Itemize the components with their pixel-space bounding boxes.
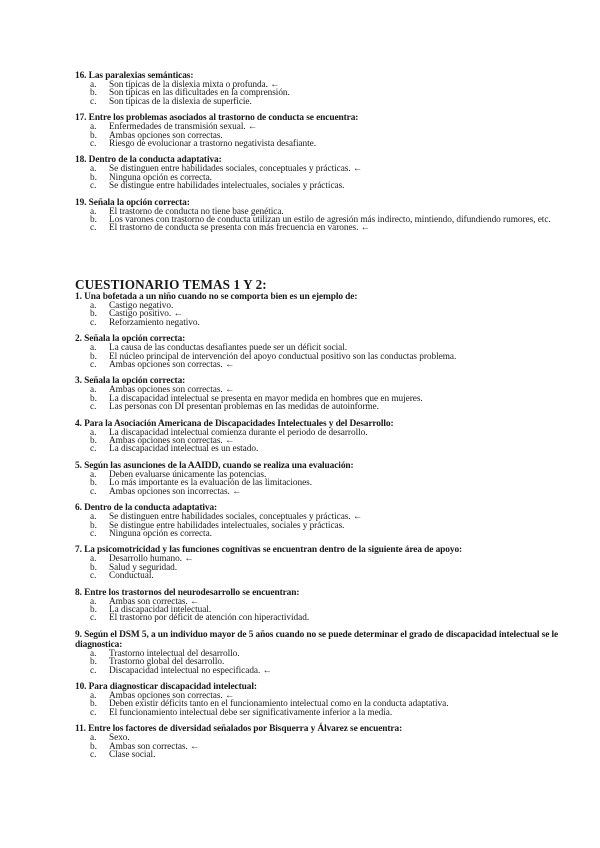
option-letter: c. (90, 402, 97, 413)
question-block (75, 461, 575, 496)
option-letter: b. (90, 309, 97, 320)
question-block (75, 630, 575, 675)
option-text: El trastorno de conducta no tiene base genética. (109, 206, 284, 217)
option-letter: a. (90, 469, 97, 480)
option-text: Conductual. (109, 571, 154, 582)
option-text: Ninguna opción es correcta. (109, 528, 212, 539)
question-title: 7. La psicomotricidad y las funciones cognitivas se encuentran dentro de la siguiente área de apoyo: (75, 545, 463, 556)
option-text: Castigo negativo. (109, 301, 174, 311)
option-letter: a. (90, 301, 97, 311)
question-block (75, 724, 575, 759)
section-heading: CUESTIONARIO TEMAS 1 Y 2: (75, 277, 267, 292)
answer-option (75, 572, 575, 580)
option-text: Ambas opciones son correctas. ← (109, 690, 235, 701)
option-text: Son típicas de la dislexia de superficie. (109, 96, 252, 107)
answer-option (75, 98, 575, 106)
option-text: Reforzamiento negativo. (109, 317, 200, 328)
option-text: Salud y seguridad. (109, 562, 178, 573)
option-letter: a. (90, 206, 97, 217)
option-text: Enfermedades de transmisión sexual. ← (109, 122, 258, 133)
option-text: La causa de las conductas desafiantes puede ser un déficit social. (109, 343, 348, 354)
option-letter: b. (90, 520, 97, 531)
option-letter: c. (90, 317, 97, 328)
question-title: 8. Entre los trastornos del neurodesarrollo se encuentran: (75, 587, 300, 598)
option-text: La discapacidad intelectual se presenta en mayor medida en hombres que en mujeres. (109, 393, 423, 404)
question-block (75, 419, 575, 454)
option-text: Clase social. (109, 750, 156, 760)
question-block (75, 588, 575, 623)
option-text: Ambas son correctas. ← (109, 596, 200, 607)
option-letter: b. (90, 657, 97, 668)
question-title: 10. Para diagnosticar discapacidad intelectual: (75, 681, 257, 692)
question-block (75, 113, 575, 148)
option-letter: c. (90, 360, 97, 371)
option-letter: b. (90, 436, 97, 447)
option-text: Riesgo de evolucionar a trastorno negativista desafiante. (109, 139, 317, 150)
answer-option (75, 709, 575, 717)
option-letter: c. (90, 528, 97, 539)
option-letter: c. (90, 665, 97, 676)
option-text: Sexo. (109, 733, 130, 744)
option-letter: b. (90, 478, 97, 489)
option-letter: c. (90, 223, 97, 234)
option-text: Trastorno global del desarrollo. (109, 657, 225, 668)
question-title: 5. Según las asunciones de la AAIDD, cuando se realiza una evaluación: (75, 460, 354, 471)
question-block (75, 503, 575, 538)
answer-option (75, 403, 575, 411)
question-title: 4. Para la Asociación Americana de Discapacidades Intelectuales y del Desarrollo: (75, 418, 394, 429)
option-letter: b. (90, 699, 97, 710)
option-letter: a. (90, 554, 97, 565)
option-letter: b. (90, 741, 97, 752)
option-letter: a. (90, 596, 97, 607)
question-block (75, 334, 575, 369)
option-letter: c. (90, 571, 97, 582)
option-text: Castigo positivo. ← (109, 309, 183, 320)
option-letter: a. (90, 80, 97, 90)
question-block (75, 376, 575, 411)
option-text: Se distinguen entre habilidades sociales, conceptuales y prácticas. ← (109, 164, 363, 175)
option-text: El trastorno por déficit de atención con hiperactividad. (109, 613, 310, 624)
option-text: Lo más importante es la evaluación de las limitaciones. (109, 478, 313, 489)
option-letter: c. (90, 486, 97, 497)
question-block (75, 198, 575, 233)
option-letter: c. (90, 181, 97, 192)
answer-option (75, 224, 575, 232)
option-letter: c. (90, 707, 97, 718)
option-letter: a. (90, 690, 97, 701)
option-letter: b. (90, 351, 97, 362)
option-text: Las personas con DI presentan problemas en las medidas de autoinforme. (109, 402, 379, 413)
question-title: 17. Entre los problemas asociados al trastorno de conducta se encuentra: (75, 113, 359, 124)
option-letter: b. (90, 393, 97, 404)
option-letter: a. (90, 343, 97, 354)
answer-option (75, 361, 575, 369)
answer-option (75, 445, 575, 453)
option-letter: b. (90, 604, 97, 615)
option-text: Discapacidad intelectual no especificada. ← (109, 665, 272, 676)
option-text: Ambas opciones son correctas. ← (109, 385, 235, 396)
option-text: Ambas opciones son correctas. (109, 130, 223, 141)
option-letter: c. (90, 444, 97, 455)
question-block (75, 292, 575, 327)
option-text: El funcionamiento intelectual debe ser significativamente inferior a la media. (109, 707, 393, 718)
option-letter: c. (90, 139, 97, 150)
option-text: Ambas opciones son correctas. ← (109, 436, 235, 447)
option-text: Ambas son correctas. ← (109, 741, 200, 752)
answer-option (75, 182, 575, 190)
option-letter: a. (90, 648, 97, 659)
question-block (75, 71, 575, 106)
option-letter: b. (90, 172, 97, 183)
option-text: Ambas opciones son incorrectas. ← (109, 486, 242, 497)
option-text: Son típicas en las dificultades en la comprensión. (109, 88, 290, 99)
option-letter: b. (90, 130, 97, 141)
option-text: Deben existir déficits tanto en el funcionamiento intelectual como en la conducta adaptativa. (109, 699, 449, 710)
option-letter: a. (90, 512, 97, 523)
option-text: Ambas opciones son correctas. ← (109, 360, 235, 371)
question-title: 3. Señala la opción correcta: (75, 376, 186, 387)
option-text: Deben evaluarse únicamente las potencias. (109, 469, 267, 480)
option-letter: a. (90, 733, 97, 744)
option-text: El trastorno de conducta se presenta con más frecuencia en varones. ← (109, 223, 370, 234)
option-letter: b. (90, 562, 97, 573)
questionnaire-topics-1-2 (75, 279, 575, 766)
option-letter: a. (90, 385, 97, 396)
question-block (75, 155, 575, 190)
question-title: 2. Señala la opción correcta: (75, 334, 186, 345)
option-letter: c. (90, 750, 97, 760)
option-letter: b. (90, 88, 97, 99)
option-letter: a. (90, 122, 97, 133)
option-text: La discapacidad intelectual es un estado. (109, 444, 259, 455)
option-text: Ninguna opción es correcta. (109, 172, 212, 183)
option-letter: a. (90, 164, 97, 175)
option-text: Se distingue entre habilidades intelectuales, sociales y prácticas. (109, 181, 345, 192)
answer-option (75, 667, 575, 675)
question-list (75, 292, 575, 759)
answer-option (75, 488, 575, 496)
option-text: El núcleo principal de intervención del apoyo conductual positivo son las conductas problema. (109, 351, 457, 362)
option-text: Los varones con trastorno de conducta utilizan un estilo de agresión más indirecto, mintiendo, difundiendo rumores, etc. (109, 215, 551, 226)
question-title: 9. Según el DSM 5, a un individuo mayor de 5 años cuando no se puede determinar el grado de discapacidad intelectual se le diagnostica: (75, 629, 559, 650)
option-text: Se distingue entre habilidades intelectuales, sociales y prácticas. (109, 520, 345, 531)
question-block (75, 682, 575, 717)
answer-option (75, 530, 575, 538)
question-title: 16. Las paralexias semánticas: (75, 71, 194, 81)
question-title: 1. Una bofetada a un niño cuando no se comporta bien es un ejemplo de: (75, 292, 358, 302)
option-letter: c. (90, 96, 97, 107)
question-block (75, 545, 575, 580)
option-text: La discapacidad intelectual. (109, 604, 212, 615)
question-title: 18. Dentro de la conducta adaptativa: (75, 155, 222, 166)
option-text: Se distinguen entre habilidades sociales, conceptuales y prácticas. ← (109, 512, 363, 523)
option-text: Desarrollo humano. ← (109, 554, 194, 565)
question-title: 19. Señala la opción correcta: (75, 197, 190, 208)
answer-option (75, 751, 575, 759)
question-title: 11. Entre los factores de diversidad señalados por Bisquerra y Álvarez se encuentra: (75, 724, 403, 735)
questions-part-1 (75, 71, 575, 240)
option-letter: c. (90, 613, 97, 624)
option-text: La discapacidad intelectual comienza durante el periodo de desarrollo. (109, 427, 368, 438)
option-text: Trastorno intelectual del desarrollo. (109, 648, 240, 659)
option-text: Son típicas de la dislexia mixta o profunda. ← (109, 80, 280, 90)
option-letter: a. (90, 427, 97, 438)
answer-option (75, 614, 575, 622)
answer-option (75, 319, 575, 327)
option-letter: b. (90, 215, 97, 226)
question-title: 6. Dentro de la conducta adaptativa: (75, 503, 218, 514)
answer-option (75, 140, 575, 148)
